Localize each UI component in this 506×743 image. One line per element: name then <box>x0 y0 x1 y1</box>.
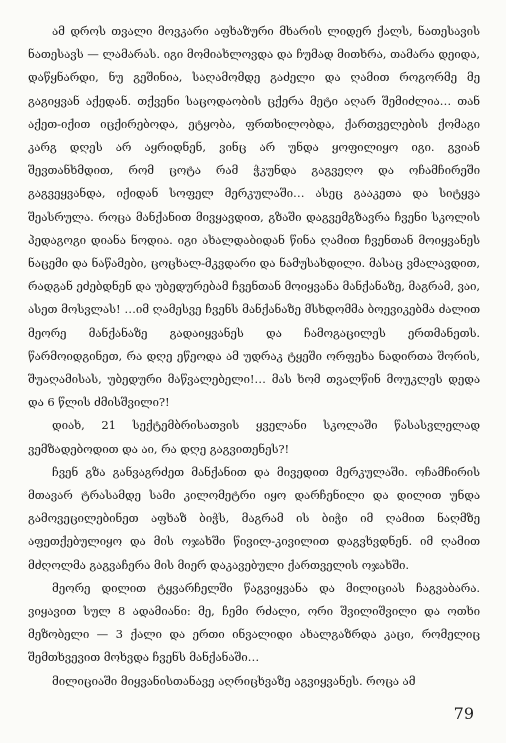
paragraph-4: მეორე დილით ტყვარჩელში წაგვიყვანა და მილიციას ჩაგვაბარა. ვიყავით სულ 8 ადამიანი: მე, ჩემი რძალი, ორი შვილიშვილი და ოთხი მეზობელი — 3 ქალი და ერთი ინვალიდი ახალგაზრდა კაცი, რომელიც შემთხვევით მოხვდა ჩვენს მანქანაში… <box>28 580 480 665</box>
paragraph-5: მილიციაში მიყვანისთანავე აღრიცხვაზე აგვიყვანეს. როცა ამ <box>52 673 416 688</box>
paragraph-2: დიახ, 21 სექტემბრისათვის ყველანი სკოლაში წასასვლელად ვემზადებოდით და აი, რა დღე გაგვითენეს?! <box>28 418 480 456</box>
page-number: 79 <box>453 704 474 723</box>
paragraph-3: ჩვენ გზა განვაგრძეთ მანქანით და მივედით მერკულაში. ოჩამჩირის მთავარ ტრასამდე სამი კილომეტრი იყო დარჩენილი და დილით უნდა გამოვეცილებინეთ აფხაზ ბიჭს, მაგრამ ის ბიჭი იმ ღამით ნაღმზე აფეთქებულიყო და მის ოჯახში წივილ-კივილით დაგვხვდნენ. იმ ღამით მძღოლმა გაგვაჩერა მის მიერ დაკავებული ქართველის ოჯახში. <box>28 464 480 572</box>
paragraph-1: ამ დროს თვალი მოვკარი აფხაზური მხარის ლიდერ ქალს, ნათესავის ნათესავს — ლამარას. იგი მომიახლოვდა და ჩუმად მითხრა, თამარა დეიდა, დაწყნარდი, ნუ გეშინია, საღამომდე გაძელი და ღამით როგორმე მე გაგიყვან აქედან. თქვენი საცოდაობის ცქერა მეტი აღარ შემიძლია… თან აქეთ-იქით იცქირებოდა, ეტყობა, ფრთხილობდა, ქართველების ქომაგი კარგ დღეს არ აყრიდნენ, ვინც არ უნდა ყოფილიყო იგი. გვიან შევთანხმდით, რომ ცოტა რამ ჭკუნდა გაგვეღო და ოჩამჩირეში გაგვეყვანდა, იქიდან სოფელ მერკულაში… ასეც გააკეთა და სიტყვა შეასრულა. როცა მანქანით მივყავდით, გზაში დაგვემგზავრა ჩვენი სკოლის პედაგოგი დიანა ნოდია. იგი ახალდაბიდან წინა ღამით ჩვენთან მოიყვანეს ნაცემი და ნაწამები, ცოცხალ-მკვდარი და ნამუსახდილი. მასაც ვმალავდით, რადგან ეძებდნენ და უბედურებამ ჩვენთან მოიყვანა მანქანაზე, მაგრამ, ვაი, ასეთ მოსვლას! …იმ ღამესვე ჩვენს მანქანაზე მსხდომმა ბოევიკებმა ძალით მეორე მანქანაზე გადაიყვანეს და ჩამოგაცილეს ერთმანეთს. წარმოიდგინეთ, რა დღე ეწეოდა ამ უდრაკ ტყეში ორფეხა ნადირთა შორის, შუაღამისას, უბედური მაწვალებელი!… მას ხომ თვალწინ მოუკლეს დედა და 6 წლის ძმისშვილი?! <box>28 24 480 410</box>
body-text <box>28 20 480 693</box>
